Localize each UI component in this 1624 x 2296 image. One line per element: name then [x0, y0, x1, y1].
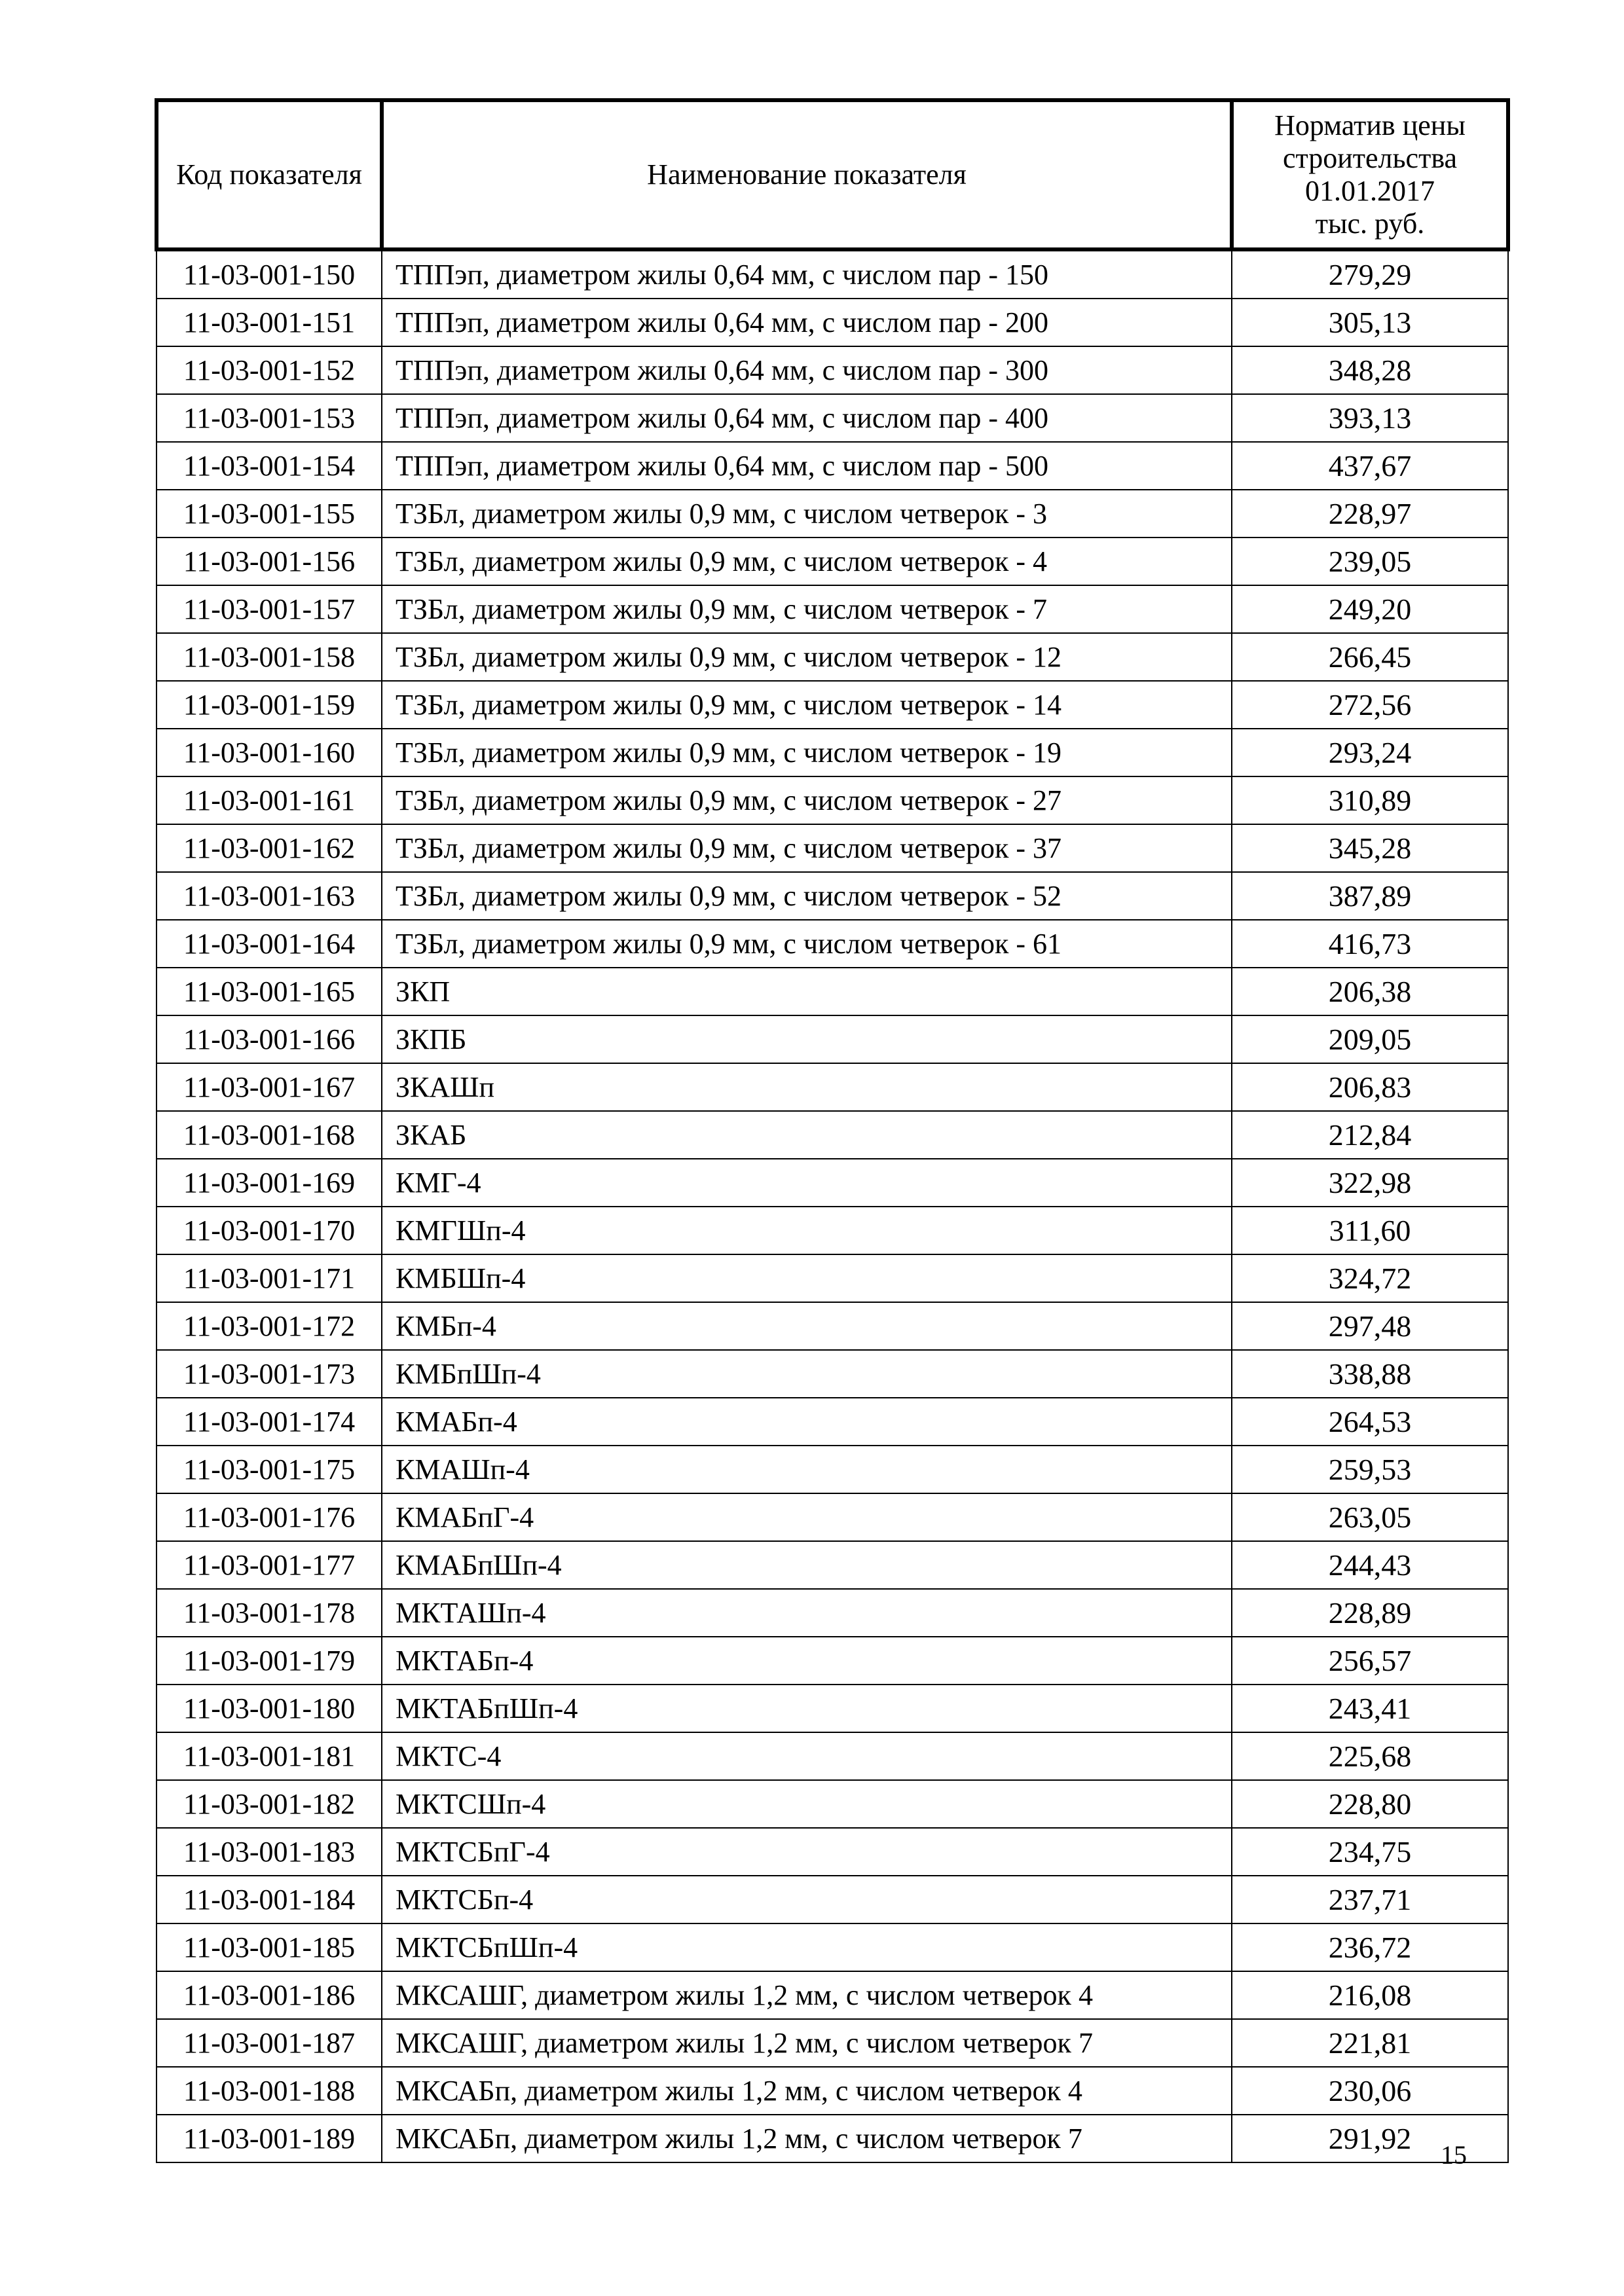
name-cell: КМГ-4: [382, 1159, 1232, 1207]
table-header: [157, 100, 1508, 249]
name-cell: МКТС-4: [382, 1732, 1232, 1780]
name-cell: КМАШп-4: [382, 1446, 1232, 1493]
name-cell: ТЗБл, диаметром жилы 0,9 мм, с числом четверок - 27: [382, 776, 1232, 824]
code-cell: 11-03-001-169: [157, 1159, 382, 1207]
code-cell: 11-03-001-183: [157, 1828, 382, 1876]
table-row: [157, 968, 1508, 1015]
name-cell: МКТСШп-4: [382, 1780, 1232, 1828]
name-cell: ТППэп, диаметром жилы 0,64 мм, с числом пар - 500: [382, 442, 1232, 490]
code-cell: 11-03-001-165: [157, 968, 382, 1015]
table-row: [157, 2115, 1508, 2162]
code-cell: 11-03-001-160: [157, 729, 382, 776]
price-cell: 225,68: [1232, 1732, 1508, 1780]
name-cell: МКСАШГ, диаметром жилы 1,2 мм, с числом четверок 7: [382, 2019, 1232, 2067]
code-cell: 11-03-001-171: [157, 1254, 382, 1302]
name-cell: ТЗБл, диаметром жилы 0,9 мм, с числом четверок - 52: [382, 872, 1232, 920]
price-cell: 279,29: [1232, 249, 1508, 299]
table-row: [157, 1111, 1508, 1159]
name-cell: ТЗБл, диаметром жилы 0,9 мм, с числом четверок - 12: [382, 633, 1232, 681]
name-cell: МКТСБп-4: [382, 1876, 1232, 1923]
name-cell: ТППэп, диаметром жилы 0,64 мм, с числом пар - 200: [382, 299, 1232, 346]
price-cell: 239,05: [1232, 538, 1508, 585]
price-cell: 209,05: [1232, 1015, 1508, 1063]
price-cell: 322,98: [1232, 1159, 1508, 1207]
price-cell: 311,60: [1232, 1207, 1508, 1254]
price-cell: 228,89: [1232, 1589, 1508, 1637]
price-cell: 228,80: [1232, 1780, 1508, 1828]
price-cell: 249,20: [1232, 585, 1508, 633]
price-cell: 244,43: [1232, 1541, 1508, 1589]
name-cell: ТППэп, диаметром жилы 0,64 мм, с числом пар - 150: [382, 249, 1232, 299]
code-cell: 11-03-001-166: [157, 1015, 382, 1063]
name-cell: МКТАБпШп-4: [382, 1685, 1232, 1732]
code-cell: 11-03-001-184: [157, 1876, 382, 1923]
price-cell: 206,38: [1232, 968, 1508, 1015]
name-cell: КМБШп-4: [382, 1254, 1232, 1302]
code-cell: 11-03-001-179: [157, 1637, 382, 1685]
table-row: [157, 538, 1508, 585]
code-cell: 11-03-001-156: [157, 538, 382, 585]
table-row: [157, 1637, 1508, 1685]
header-row: [157, 100, 1508, 249]
table-row: [157, 1589, 1508, 1637]
price-cell: 237,71: [1232, 1876, 1508, 1923]
table-row: [157, 299, 1508, 346]
table-row: [157, 1446, 1508, 1493]
code-cell: 11-03-001-186: [157, 1971, 382, 2019]
table-row: [157, 1350, 1508, 1398]
code-cell: 11-03-001-153: [157, 394, 382, 442]
code-cell: 11-03-001-173: [157, 1350, 382, 1398]
table-row: [157, 346, 1508, 394]
price-cell: 293,24: [1232, 729, 1508, 776]
table-row: [157, 442, 1508, 490]
table-row: [157, 1828, 1508, 1876]
name-cell: ТЗБл, диаметром жилы 0,9 мм, с числом четверок - 14: [382, 681, 1232, 729]
price-cell: 228,97: [1232, 490, 1508, 538]
name-cell: МКТАШп-4: [382, 1589, 1232, 1637]
price-cell: 243,41: [1232, 1685, 1508, 1732]
code-cell: 11-03-001-176: [157, 1493, 382, 1541]
name-cell: МКТСБпШп-4: [382, 1923, 1232, 1971]
price-cell: 310,89: [1232, 776, 1508, 824]
name-cell: ТЗБл, диаметром жилы 0,9 мм, с числом четверок - 37: [382, 824, 1232, 872]
code-cell: 11-03-001-150: [157, 249, 382, 299]
name-cell: ТППэп, диаметром жилы 0,64 мм, с числом пар - 300: [382, 346, 1232, 394]
code-cell: 11-03-001-167: [157, 1063, 382, 1111]
table-row: [157, 2019, 1508, 2067]
table-row: [157, 1780, 1508, 1828]
code-cell: 11-03-001-174: [157, 1398, 382, 1446]
header-code: Код показателя: [157, 100, 382, 249]
table-row: [157, 1971, 1508, 2019]
price-cell: 387,89: [1232, 872, 1508, 920]
code-cell: 11-03-001-189: [157, 2115, 382, 2162]
price-cell: 338,88: [1232, 1350, 1508, 1398]
price-cell: 230,06: [1232, 2067, 1508, 2115]
name-cell: ЗКАШп: [382, 1063, 1232, 1111]
table-row: [157, 1159, 1508, 1207]
price-cell: 416,73: [1232, 920, 1508, 968]
table-row: [157, 1923, 1508, 1971]
code-cell: 11-03-001-181: [157, 1732, 382, 1780]
table-row: [157, 2067, 1508, 2115]
name-cell: КМБпШп-4: [382, 1350, 1232, 1398]
table-row: [157, 1207, 1508, 1254]
code-cell: 11-03-001-170: [157, 1207, 382, 1254]
name-cell: ТЗБл, диаметром жилы 0,9 мм, с числом четверок - 7: [382, 585, 1232, 633]
header-price-line: строительства: [1282, 142, 1458, 174]
name-cell: ТЗБл, диаметром жилы 0,9 мм, с числом четверок - 3: [382, 490, 1232, 538]
table-row: [157, 1732, 1508, 1780]
code-cell: 11-03-001-155: [157, 490, 382, 538]
header-price-line: 01.01.2017: [1305, 175, 1435, 207]
name-cell: ЗКП: [382, 968, 1232, 1015]
price-cell: 234,75: [1232, 1828, 1508, 1876]
code-cell: 11-03-001-161: [157, 776, 382, 824]
table-row: [157, 249, 1508, 299]
code-cell: 11-03-001-182: [157, 1780, 382, 1828]
name-cell: КМБп-4: [382, 1302, 1232, 1350]
name-cell: КМАБп-4: [382, 1398, 1232, 1446]
table-row: [157, 681, 1508, 729]
table-row: [157, 1302, 1508, 1350]
price-cell: 345,28: [1232, 824, 1508, 872]
code-cell: 11-03-001-162: [157, 824, 382, 872]
table-row: [157, 729, 1508, 776]
code-cell: 11-03-001-175: [157, 1446, 382, 1493]
price-norms-table: [155, 98, 1510, 2163]
code-cell: 11-03-001-158: [157, 633, 382, 681]
price-cell: 221,81: [1232, 2019, 1508, 2067]
table-row: [157, 1876, 1508, 1923]
code-cell: 11-03-001-188: [157, 2067, 382, 2115]
code-cell: 11-03-001-178: [157, 1589, 382, 1637]
price-cell: 393,13: [1232, 394, 1508, 442]
code-cell: 11-03-001-151: [157, 299, 382, 346]
name-cell: МКТСБпГ-4: [382, 1828, 1232, 1876]
price-cell: 216,08: [1232, 1971, 1508, 2019]
price-cell: 297,48: [1232, 1302, 1508, 1350]
code-cell: 11-03-001-172: [157, 1302, 382, 1350]
price-cell: 263,05: [1232, 1493, 1508, 1541]
header-price-line: тыс. руб.: [1315, 208, 1425, 240]
table-row: [157, 394, 1508, 442]
price-cell: 272,56: [1232, 681, 1508, 729]
code-cell: 11-03-001-187: [157, 2019, 382, 2067]
name-cell: ТЗБл, диаметром жилы 0,9 мм, с числом четверок - 4: [382, 538, 1232, 585]
price-cell: 212,84: [1232, 1111, 1508, 1159]
header-price: [1232, 100, 1508, 249]
table-row: [157, 1541, 1508, 1589]
price-cell: 348,28: [1232, 346, 1508, 394]
table-row: [157, 1254, 1508, 1302]
table-row: [157, 633, 1508, 681]
table-row: [157, 872, 1508, 920]
name-cell: МКСАШГ, диаметром жилы 1,2 мм, с числом четверок 4: [382, 1971, 1232, 2019]
name-cell: МКСАБп, диаметром жилы 1,2 мм, с числом четверок 7: [382, 2115, 1232, 2162]
name-cell: ТЗБл, диаметром жилы 0,9 мм, с числом четверок - 61: [382, 920, 1232, 968]
price-cell: 206,83: [1232, 1063, 1508, 1111]
page-number: 15: [1441, 2140, 1467, 2170]
name-cell: ЗКАБ: [382, 1111, 1232, 1159]
price-cell: 256,57: [1232, 1637, 1508, 1685]
table-row: [157, 585, 1508, 633]
table-row: [157, 776, 1508, 824]
price-cell: 236,72: [1232, 1923, 1508, 1971]
table-row: [157, 1493, 1508, 1541]
table-row: [157, 920, 1508, 968]
code-cell: 11-03-001-168: [157, 1111, 382, 1159]
name-cell: ЗКПБ: [382, 1015, 1232, 1063]
name-cell: МКСАБп, диаметром жилы 1,2 мм, с числом четверок 4: [382, 2067, 1232, 2115]
price-cell: 291,92: [1232, 2115, 1508, 2162]
code-cell: 11-03-001-157: [157, 585, 382, 633]
price-cell: 324,72: [1232, 1254, 1508, 1302]
name-cell: МКТАБп-4: [382, 1637, 1232, 1685]
code-cell: 11-03-001-154: [157, 442, 382, 490]
code-cell: 11-03-001-163: [157, 872, 382, 920]
code-cell: 11-03-001-152: [157, 346, 382, 394]
table-row: [157, 824, 1508, 872]
name-cell: ТЗБл, диаметром жилы 0,9 мм, с числом четверок - 19: [382, 729, 1232, 776]
header-price-line: Норматив цены: [1274, 109, 1466, 141]
name-cell: КМАБпШп-4: [382, 1541, 1232, 1589]
price-cell: 266,45: [1232, 633, 1508, 681]
name-cell: КМГШп-4: [382, 1207, 1232, 1254]
table-row: [157, 490, 1508, 538]
table-row: [157, 1685, 1508, 1732]
table-row: [157, 1015, 1508, 1063]
price-cell: 437,67: [1232, 442, 1508, 490]
code-cell: 11-03-001-180: [157, 1685, 382, 1732]
name-cell: КМАБпГ-4: [382, 1493, 1232, 1541]
price-cell: 259,53: [1232, 1446, 1508, 1493]
code-cell: 11-03-001-164: [157, 920, 382, 968]
code-cell: 11-03-001-185: [157, 1923, 382, 1971]
header-name: Наименование показателя: [382, 100, 1232, 249]
table-row: [157, 1398, 1508, 1446]
price-cell: 264,53: [1232, 1398, 1508, 1446]
table-body: [157, 249, 1508, 2162]
table-row: [157, 1063, 1508, 1111]
name-cell: ТППэп, диаметром жилы 0,64 мм, с числом пар - 400: [382, 394, 1232, 442]
code-cell: 11-03-001-177: [157, 1541, 382, 1589]
price-cell: 305,13: [1232, 299, 1508, 346]
code-cell: 11-03-001-159: [157, 681, 382, 729]
